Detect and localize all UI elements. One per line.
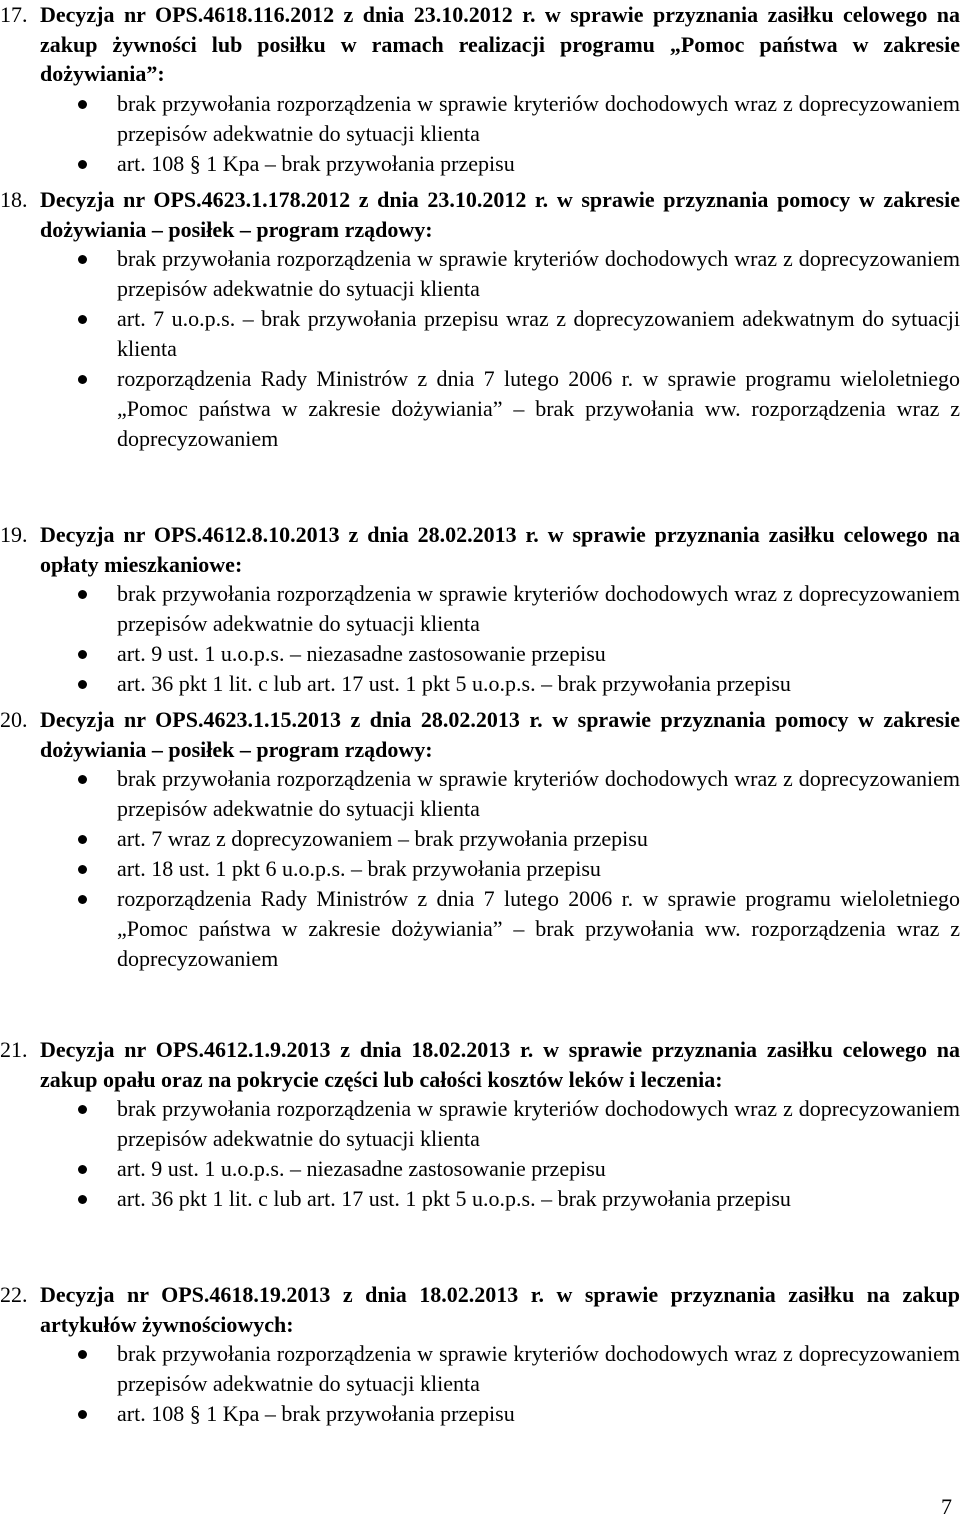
decision-heading (0, 1035, 960, 1094)
finding-item (0, 824, 960, 854)
bullet-icon (78, 590, 87, 599)
bullet-icon (78, 1410, 87, 1419)
finding-item (0, 89, 960, 149)
decision-subject: w sprawie przyznania pomocy w zakresie dożywiania – posiłek – program rządowy: (40, 707, 960, 762)
decision-subject: w sprawie przyznania zasiłku celowego na zakup żywności lub posiłku w ramach realizacji programu „Pomoc państwa w zakresie dożywiania”: (40, 2, 960, 86)
decision-reference: Decyzja nr OPS.4618.116.2012 z dnia 23.10.2012 r. (40, 2, 536, 27)
finding-text: rozporządzenia Rady Ministrów z dnia 7 lutego 2006 r. w sprawie programu wieloletniego „Pomoc państwa w zakresie dożywiania” – brak przywołania ww. rozporządzenia wraz z doprecyzowaniem (117, 366, 960, 451)
finding-item (0, 579, 960, 639)
decision-heading (0, 1280, 960, 1339)
finding-item (0, 639, 960, 669)
decision-item (0, 1035, 960, 1214)
decision-subject: w sprawie przyznania zasiłku celowego na opłaty mieszkaniowe: (40, 522, 960, 577)
decision-heading (0, 185, 960, 244)
finding-text: art. 7 u.o.p.s. – brak przywołania przepisu wraz z doprecyzowaniem adekwatnym do sytuacji klienta (117, 306, 960, 361)
findings-list (0, 764, 960, 974)
decision-subject: w sprawie przyznania pomocy w zakresie dożywiania – posiłek – program rządowy: (40, 187, 960, 242)
findings-list (0, 579, 960, 699)
finding-text: art. 18 ust. 1 pkt 6 u.o.p.s. – brak przywołania przepisu (117, 856, 601, 881)
finding-text: brak przywołania rozporządzenia w sprawie kryteriów dochodowych wraz z doprecyzowaniem przepisów adekwatnie do sytuacji klienta (117, 90, 960, 146)
bullet-icon (78, 775, 87, 784)
decision-item (0, 0, 960, 179)
bullet-icon (78, 1105, 87, 1114)
decision-item (0, 1280, 960, 1429)
findings-list (0, 1339, 960, 1429)
decision-subject: w sprawie przyznania zasiłku celowego na zakup opału oraz na pokrycie części lub całości kosztów leków i leczenia: (40, 1037, 960, 1092)
finding-item (0, 149, 960, 179)
bullet-icon (78, 680, 87, 689)
finding-text: art. 9 ust. 1 u.o.p.s. – niezasadne zastosowanie przepisu (117, 641, 606, 666)
decision-reference: Decyzja nr OPS.4623.1.178.2012 z dnia 23.10.2012 r. (40, 187, 549, 212)
item-number: 21. (0, 1037, 28, 1062)
bullet-icon (78, 835, 87, 844)
item-number: 20. (0, 707, 28, 732)
decision-item (0, 185, 960, 454)
finding-item (0, 669, 960, 699)
bullet-icon (78, 255, 87, 264)
findings-list (0, 89, 960, 179)
finding-item (0, 1339, 960, 1399)
finding-text: art. 7 wraz z doprecyzowaniem – brak przywołania przepisu (117, 826, 648, 851)
finding-text: rozporządzenia Rady Ministrów z dnia 7 lutego 2006 r. w sprawie programu wieloletniego „Pomoc państwa w zakresie dożywiania” – brak przywołania ww. rozporządzenia wraz z doprecyzowaniem (117, 886, 960, 971)
findings-list (0, 244, 960, 454)
bullet-icon (78, 1350, 87, 1359)
finding-item (0, 304, 960, 364)
decision-reference: Decyzja nr OPS.4612.1.9.2013 z dnia 18.02.2013 r. (40, 1037, 534, 1062)
decision-reference: Decyzja nr OPS.4612.8.10.2013 z dnia 28.02.2013 r. (40, 522, 539, 547)
decision-reference: Decyzja nr OPS.4623.1.15.2013 z dnia 28.02.2013 r. (40, 707, 543, 732)
bullet-icon (78, 865, 87, 874)
item-number: 22. (0, 1282, 28, 1307)
bullet-icon (78, 650, 87, 659)
bullet-icon (78, 1195, 87, 1204)
finding-text: brak przywołania rozporządzenia w sprawie kryteriów dochodowych wraz z doprecyzowaniem przepisów adekwatnie do sytuacji klienta (117, 1096, 960, 1151)
decision-item (0, 520, 960, 699)
finding-text: brak przywołania rozporządzenia w sprawie kryteriów dochodowych wraz z doprecyzowaniem przepisów adekwatnie do sytuacji klienta (117, 246, 960, 301)
finding-item (0, 1154, 960, 1184)
finding-text: art. 36 pkt 1 lit. c lub art. 17 ust. 1 pkt 5 u.o.p.s. – brak przywołania przepisu (117, 671, 791, 696)
finding-item (0, 1184, 960, 1214)
item-number: 18. (0, 187, 28, 212)
decision-item (0, 705, 960, 974)
decision-subject: w sprawie przyznania zasiłku na zakup artykułów żywnościowych: (40, 1282, 960, 1337)
finding-item (0, 1399, 960, 1429)
finding-item (0, 244, 960, 304)
bullet-icon (78, 375, 87, 384)
finding-item (0, 884, 960, 974)
finding-text: art. 9 ust. 1 u.o.p.s. – niezasadne zastosowanie przepisu (117, 1156, 606, 1181)
bullet-icon (78, 315, 87, 324)
finding-text: brak przywołania rozporządzenia w sprawie kryteriów dochodowych wraz z doprecyzowaniem przepisów adekwatnie do sytuacji klienta (117, 1341, 960, 1396)
page-number: 7 (941, 1494, 952, 1519)
finding-text: art. 108 § 1 Kpa – brak przywołania przepisu (117, 150, 515, 176)
finding-text: art. 36 pkt 1 lit. c lub art. 17 ust. 1 pkt 5 u.o.p.s. – brak przywołania przepisu (117, 1186, 791, 1211)
findings-list (0, 1094, 960, 1214)
finding-item (0, 364, 960, 454)
finding-item (0, 854, 960, 884)
bullet-icon (78, 100, 87, 109)
decision-heading (0, 520, 960, 579)
decision-reference: Decyzja nr OPS.4618.19.2013 z dnia 18.02.2013 r. (40, 1282, 544, 1307)
item-number: 17. (0, 2, 28, 27)
bullet-icon (78, 1165, 87, 1174)
decision-heading (0, 705, 960, 764)
item-number: 19. (0, 522, 28, 547)
finding-item (0, 764, 960, 824)
finding-text: art. 108 § 1 Kpa – brak przywołania przepisu (117, 1401, 515, 1426)
finding-item (0, 1094, 960, 1154)
finding-text: brak przywołania rozporządzenia w sprawie kryteriów dochodowych wraz z doprecyzowaniem przepisów adekwatnie do sytuacji klienta (117, 766, 960, 821)
decision-heading (0, 0, 960, 89)
bullet-icon (78, 895, 87, 904)
bullet-icon (78, 160, 87, 169)
finding-text: brak przywołania rozporządzenia w sprawie kryteriów dochodowych wraz z doprecyzowaniem przepisów adekwatnie do sytuacji klienta (117, 581, 960, 636)
